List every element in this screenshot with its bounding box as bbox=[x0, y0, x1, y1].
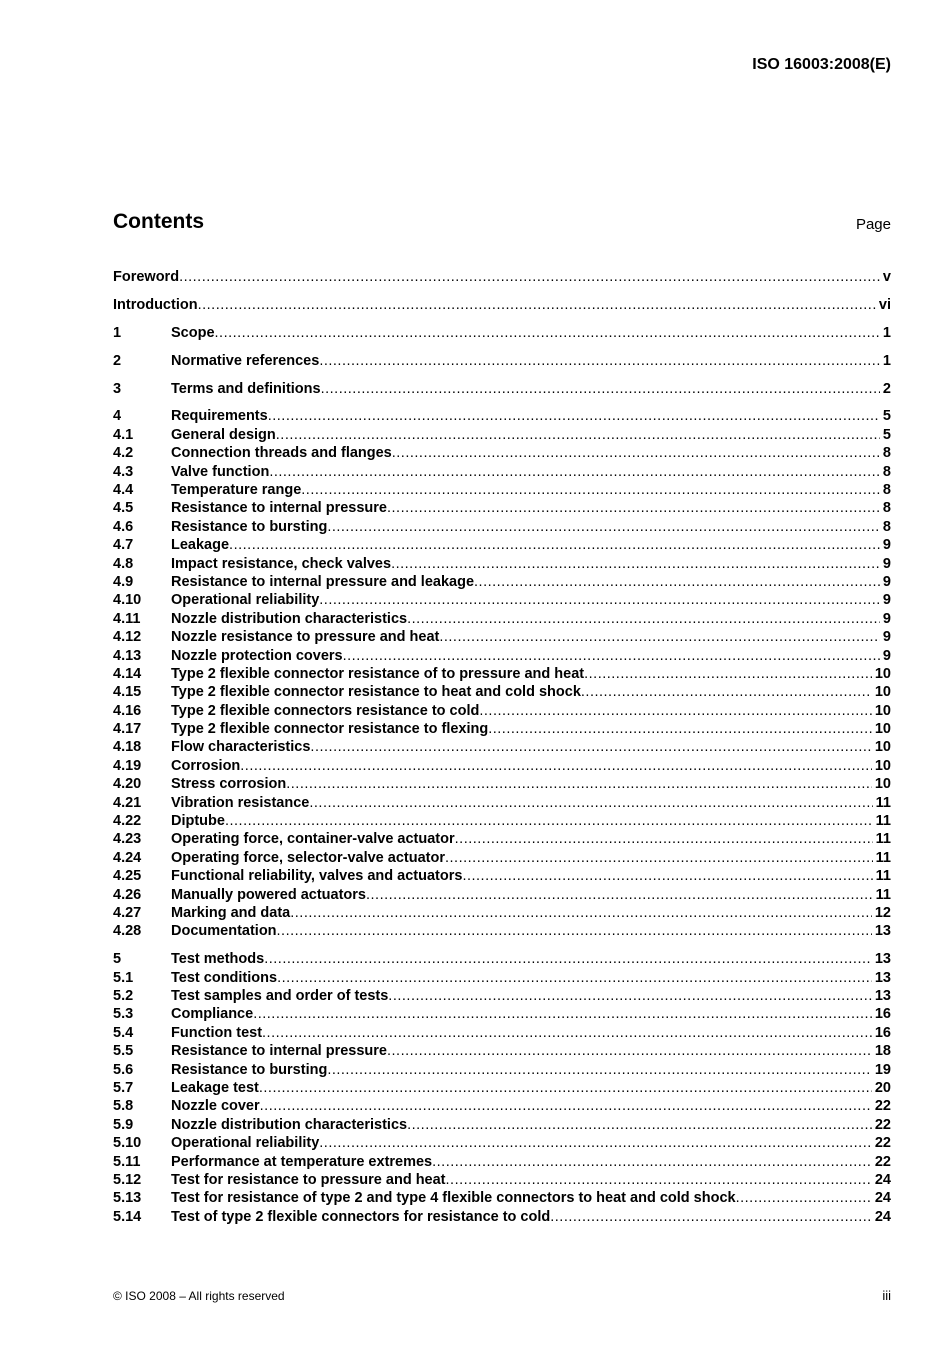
toc-dot-leader bbox=[327, 518, 880, 536]
toc-dot-leader bbox=[432, 1153, 872, 1171]
toc-dot-leader bbox=[268, 407, 880, 425]
toc-entry-title: Resistance to bursting bbox=[171, 518, 328, 535]
toc-dot-leader bbox=[366, 886, 873, 904]
toc-entry-title: Functional reliability, valves and actuators bbox=[171, 868, 463, 885]
toc-entry-page: 22 bbox=[874, 1116, 891, 1133]
toc-entry-page: 9 bbox=[882, 555, 891, 572]
toc-dot-leader bbox=[488, 720, 872, 738]
toc-entry-title: Test for resistance to pressure and heat bbox=[171, 1171, 446, 1188]
toc-entry-number: 5.1 bbox=[113, 969, 134, 986]
toc-dot-leader bbox=[229, 536, 880, 554]
toc-entry-number: 5 bbox=[113, 951, 122, 968]
toc-entry[interactable] bbox=[113, 426, 891, 444]
toc-entry-number: 5.7 bbox=[113, 1080, 134, 1097]
toc-entry-title: Nozzle resistance to pressure and heat bbox=[171, 629, 440, 646]
toc-entry-title: Corrosion bbox=[171, 757, 241, 774]
toc-entry-title: Foreword bbox=[113, 269, 180, 285]
toc-entry-title: Test of type 2 flexible connectors for resistance to cold bbox=[171, 1208, 551, 1225]
toc-dot-leader bbox=[179, 268, 880, 286]
toc-entry-title: Operating force, selector-valve actuator bbox=[171, 849, 445, 866]
toc-entry[interactable] bbox=[113, 849, 891, 867]
toc-entry[interactable] bbox=[113, 591, 891, 609]
toc-dot-leader bbox=[264, 950, 872, 968]
toc-dot-leader bbox=[309, 794, 872, 812]
toc-dot-leader bbox=[445, 849, 873, 867]
toc-entry-title: Introduction bbox=[113, 296, 198, 313]
toc-entry[interactable] bbox=[113, 1116, 891, 1134]
toc-entry-page: vi bbox=[878, 296, 891, 313]
toc-dot-leader bbox=[392, 444, 880, 462]
toc-entry[interactable] bbox=[113, 380, 891, 398]
toc-entry[interactable] bbox=[113, 352, 891, 370]
toc-entry[interactable] bbox=[113, 987, 891, 1005]
toc-entry-page: 13 bbox=[874, 969, 891, 986]
toc-dot-leader bbox=[327, 1061, 872, 1079]
toc-entry-page: v bbox=[882, 269, 891, 285]
toc-dot-leader bbox=[321, 380, 880, 398]
toc-entry[interactable] bbox=[113, 738, 891, 756]
toc-dot-leader bbox=[259, 1079, 872, 1097]
toc-entry-number: 4.17 bbox=[113, 721, 142, 738]
toc-dot-leader bbox=[319, 1134, 872, 1152]
toc-entry-title: Scope bbox=[171, 324, 215, 341]
toc-entry-page: 8 bbox=[882, 482, 891, 499]
toc-entry-page: 2 bbox=[882, 380, 891, 397]
toc-dot-leader bbox=[387, 1042, 872, 1060]
toc-entry-number: 4.20 bbox=[113, 776, 142, 793]
toc-dot-leader bbox=[262, 1024, 872, 1042]
toc-entry-title: Normative references bbox=[171, 352, 320, 369]
toc-entry[interactable] bbox=[113, 1134, 891, 1152]
toc-entry-number: 4.25 bbox=[113, 868, 142, 885]
toc-entry-title: Documentation bbox=[171, 923, 277, 940]
toc-entry-number: 4.26 bbox=[113, 886, 142, 903]
toc-entry[interactable] bbox=[113, 812, 891, 830]
toc-entry[interactable] bbox=[113, 1189, 891, 1207]
toc-entry[interactable] bbox=[113, 518, 891, 536]
toc-dot-leader bbox=[286, 775, 872, 793]
toc-entry-page: 10 bbox=[874, 721, 891, 738]
toc-dot-leader bbox=[225, 812, 873, 830]
toc-entry[interactable] bbox=[113, 628, 891, 646]
toc-entry[interactable] bbox=[113, 1079, 891, 1097]
toc-entry-number: 5.4 bbox=[113, 1024, 134, 1041]
toc-entry-title: General design bbox=[171, 426, 276, 443]
toc-entry-number: 4.11 bbox=[113, 610, 141, 627]
toc-entry[interactable] bbox=[113, 1061, 891, 1079]
toc-entry-number: 4.6 bbox=[113, 518, 134, 535]
toc-entry-page: 24 bbox=[874, 1190, 891, 1207]
toc-entry[interactable] bbox=[113, 1042, 891, 1060]
toc-dot-leader bbox=[343, 647, 880, 665]
toc-dot-leader bbox=[439, 628, 880, 646]
toc-entry-title: Test conditions bbox=[171, 969, 278, 986]
toc-dot-leader bbox=[736, 1189, 872, 1207]
toc-entry[interactable] bbox=[113, 573, 891, 591]
toc-entry-title: Type 2 flexible connector resistance of to pressure and heat bbox=[171, 665, 585, 682]
toc-entry-page: 9 bbox=[882, 647, 891, 664]
toc-entry-page: 11 bbox=[875, 794, 891, 811]
toc-entry-page: 22 bbox=[874, 1098, 891, 1115]
toc-entry-page: 13 bbox=[874, 951, 891, 968]
toc-dot-leader bbox=[277, 969, 872, 987]
toc-entry-page: 11 bbox=[875, 813, 891, 830]
toc-entry-number: 2 bbox=[113, 352, 122, 369]
toc-entry[interactable] bbox=[113, 904, 891, 922]
toc-entry-page: 16 bbox=[874, 1024, 891, 1041]
page-column-label: Page bbox=[855, 216, 891, 233]
toc-dot-leader bbox=[407, 610, 880, 628]
toc-dot-leader bbox=[455, 830, 873, 848]
toc-entry-number: 4.27 bbox=[113, 905, 142, 921]
page-number: iii bbox=[882, 1288, 891, 1303]
toc-dot-leader bbox=[198, 296, 876, 314]
toc-entry-number: 4.15 bbox=[113, 684, 142, 701]
toc-entry-number: 4.13 bbox=[113, 647, 142, 664]
toc-entry-number: 4.18 bbox=[113, 739, 142, 756]
toc-entry-title: Nozzle distribution characteristics bbox=[171, 1116, 408, 1133]
toc-entry-title: Connection threads and flanges bbox=[171, 445, 392, 462]
toc-entry-number: 5.14 bbox=[113, 1208, 142, 1225]
toc-entry-page: 10 bbox=[874, 776, 891, 793]
toc-dot-leader bbox=[301, 481, 880, 499]
toc-entry-number: 4.19 bbox=[113, 757, 142, 774]
toc-entry-number: 5.12 bbox=[113, 1171, 142, 1188]
toc-entry[interactable] bbox=[113, 324, 891, 342]
toc-entry-page: 5 bbox=[882, 408, 891, 425]
toc-entry-page: 10 bbox=[874, 702, 891, 719]
toc-entry-number: 4.1 bbox=[113, 426, 134, 443]
toc-dot-leader bbox=[260, 1097, 872, 1115]
toc-dot-leader bbox=[550, 1208, 872, 1226]
toc-entry-page: 10 bbox=[874, 665, 891, 682]
toc-entry[interactable] bbox=[113, 481, 891, 499]
toc-entry-number: 4.5 bbox=[113, 500, 134, 517]
toc-entry-title: Function test bbox=[171, 1024, 263, 1041]
toc-entry-title: Test samples and order of tests bbox=[171, 988, 389, 1005]
toc-entry-title: Operational reliability bbox=[171, 1135, 320, 1152]
toc-entry[interactable] bbox=[113, 950, 891, 968]
toc-entry-number: 1 bbox=[113, 324, 122, 341]
toc-entry-page: 9 bbox=[882, 610, 891, 627]
toc-entry-title: Test for resistance of type 2 and type 4 flexible connectors to heat and cold shock bbox=[171, 1190, 736, 1207]
toc-entry-number: 4.9 bbox=[113, 573, 134, 590]
toc-entry[interactable] bbox=[113, 775, 891, 793]
toc-entry[interactable] bbox=[113, 830, 891, 848]
copyright-notice: © ISO 2008 – All rights reserved bbox=[113, 1289, 285, 1303]
toc-entry-title: Manually powered actuators bbox=[171, 886, 366, 903]
toc-entry-number: 4.22 bbox=[113, 813, 142, 830]
toc-entry-title: Nozzle distribution characteristics bbox=[171, 610, 408, 627]
toc-dot-leader bbox=[462, 867, 872, 885]
toc-entry-page: 11 bbox=[875, 831, 891, 848]
toc-entry-page: 10 bbox=[874, 684, 891, 701]
toc-entry[interactable] bbox=[113, 536, 891, 554]
document-id: ISO 16003:2008(E) bbox=[752, 56, 891, 73]
toc-dot-leader bbox=[387, 499, 880, 517]
toc-entry-title: Nozzle protection covers bbox=[171, 647, 343, 664]
toc-dot-leader bbox=[474, 573, 880, 591]
toc-entry-page: 1 bbox=[882, 324, 891, 341]
toc-entry-page: 16 bbox=[874, 1006, 891, 1023]
toc-entry-number: 4.4 bbox=[113, 482, 134, 499]
toc-dot-leader bbox=[446, 1171, 872, 1189]
toc-entry[interactable] bbox=[113, 922, 891, 940]
toc-entry-page: 5 bbox=[882, 426, 891, 443]
toc-entry-page: 8 bbox=[882, 445, 891, 462]
toc-entry-page: 10 bbox=[874, 739, 891, 756]
toc-entry[interactable] bbox=[113, 610, 891, 628]
toc-entry-page: 9 bbox=[882, 573, 891, 590]
toc-dot-leader bbox=[276, 426, 880, 444]
toc-dot-leader bbox=[584, 665, 872, 683]
toc-entry-title: Valve function bbox=[171, 463, 270, 480]
toc-entry-page: 13 bbox=[874, 923, 891, 940]
toc-dot-leader bbox=[253, 1005, 872, 1023]
toc-entry-page: 8 bbox=[882, 518, 891, 535]
toc-entry-title: Stress corrosion bbox=[171, 776, 287, 793]
toc-entry-page: 24 bbox=[874, 1208, 891, 1225]
toc-entry-title: Resistance to internal pressure bbox=[171, 500, 387, 517]
toc-entry[interactable] bbox=[113, 665, 891, 683]
toc-entry-number: 4.14 bbox=[113, 665, 142, 682]
toc-entry-title: Temperature range bbox=[171, 482, 302, 499]
toc-entry-number: 4.8 bbox=[113, 555, 134, 572]
toc-entry-number: 5.5 bbox=[113, 1043, 134, 1060]
toc-entry[interactable] bbox=[113, 268, 891, 286]
toc-entry-page: 12 bbox=[874, 905, 891, 921]
toc-dot-leader bbox=[269, 463, 880, 481]
toc-entry-number: 4.24 bbox=[113, 849, 142, 866]
toc-entry-number: 4.10 bbox=[113, 592, 142, 609]
toc-dot-leader bbox=[391, 555, 880, 573]
toc-entry[interactable] bbox=[113, 1171, 891, 1189]
toc-entry-title: Resistance to bursting bbox=[171, 1061, 328, 1078]
toc-dot-leader bbox=[240, 757, 872, 775]
toc-entry[interactable] bbox=[113, 757, 891, 775]
toc-entry-page: 10 bbox=[874, 757, 891, 774]
toc-dot-leader bbox=[319, 352, 880, 370]
toc-entry-page: 9 bbox=[882, 629, 891, 646]
toc-entry-number: 4.2 bbox=[113, 445, 134, 462]
toc-entry-title: Marking and data bbox=[171, 905, 291, 921]
toc-entry-title: Vibration resistance bbox=[171, 794, 310, 811]
toc-entry[interactable] bbox=[113, 1097, 891, 1115]
toc-entry-number: 4.23 bbox=[113, 831, 142, 848]
toc-dot-leader bbox=[319, 591, 880, 609]
toc-entry-number: 5.8 bbox=[113, 1098, 134, 1115]
toc-entry-number: 5.3 bbox=[113, 1006, 134, 1023]
toc-entry-number: 5.9 bbox=[113, 1116, 134, 1133]
toc-entry-page: 19 bbox=[874, 1061, 891, 1078]
table-of-contents bbox=[113, 268, 891, 1226]
toc-entry-number: 3 bbox=[113, 380, 122, 397]
contents-heading: Contents bbox=[113, 210, 204, 233]
toc-entry-title: Resistance to internal pressure bbox=[171, 1043, 387, 1060]
toc-entry-page: 9 bbox=[882, 537, 891, 554]
toc-dot-leader bbox=[215, 324, 880, 342]
toc-entry-title: Impact resistance, check valves bbox=[171, 555, 392, 572]
toc-dot-leader bbox=[310, 738, 871, 756]
toc-entry[interactable] bbox=[113, 407, 891, 425]
toc-entry[interactable] bbox=[113, 794, 891, 812]
toc-entry-number: 5.10 bbox=[113, 1135, 142, 1152]
toc-dot-leader bbox=[290, 904, 872, 922]
toc-entry-title: Performance at temperature extremes bbox=[171, 1153, 433, 1170]
toc-entry[interactable] bbox=[113, 499, 891, 517]
toc-entry-title: Compliance bbox=[171, 1006, 254, 1023]
toc-entry-number: 5.11 bbox=[113, 1153, 141, 1170]
toc-entry-page: 22 bbox=[874, 1135, 891, 1152]
toc-entry-number: 4.28 bbox=[113, 923, 142, 940]
toc-entry-title: Flow characteristics bbox=[171, 739, 311, 756]
toc-entry-number: 4 bbox=[113, 408, 122, 425]
toc-entry-title: Terms and definitions bbox=[171, 380, 321, 397]
toc-entry[interactable] bbox=[113, 463, 891, 481]
toc-entry-title: Resistance to internal pressure and leakage bbox=[171, 573, 475, 590]
toc-entry[interactable] bbox=[113, 1024, 891, 1042]
toc-entry[interactable] bbox=[113, 296, 891, 314]
toc-entry[interactable] bbox=[113, 969, 891, 987]
toc-entry-title: Leakage bbox=[171, 537, 230, 554]
toc-entry-page: 11 bbox=[875, 868, 891, 885]
toc-dot-leader bbox=[277, 922, 872, 940]
toc-entry-number: 5.6 bbox=[113, 1061, 134, 1078]
toc-entry-title: Type 2 flexible connectors resistance to cold bbox=[171, 702, 480, 719]
toc-dot-leader bbox=[407, 1116, 872, 1134]
toc-dot-leader bbox=[581, 683, 872, 701]
toc-entry[interactable] bbox=[113, 683, 891, 701]
toc-entry-page: 13 bbox=[874, 988, 891, 1005]
toc-entry-number: 4.12 bbox=[113, 629, 142, 646]
toc-entry-number: 4.16 bbox=[113, 702, 142, 719]
toc-entry[interactable] bbox=[113, 1153, 891, 1171]
toc-entry[interactable] bbox=[113, 886, 891, 904]
toc-entry-page: 22 bbox=[874, 1153, 891, 1170]
toc-entry-number: 4.3 bbox=[113, 463, 134, 480]
toc-entry-title: Type 2 flexible connector resistance to flexing bbox=[171, 721, 489, 738]
toc-entry-title: Test methods bbox=[171, 951, 265, 968]
toc-entry-title: Operational reliability bbox=[171, 592, 320, 609]
toc-entry-page: 8 bbox=[882, 500, 891, 517]
toc-entry-number: 5.2 bbox=[113, 988, 134, 1005]
toc-entry-title: Diptube bbox=[171, 813, 225, 830]
toc-entry[interactable] bbox=[113, 867, 891, 885]
toc-entry-page: 8 bbox=[882, 463, 891, 480]
toc-dot-leader bbox=[479, 702, 872, 720]
toc-entry-title: Operating force, container-valve actuator bbox=[171, 831, 455, 848]
toc-entry-number: 5.13 bbox=[113, 1190, 142, 1207]
toc-entry[interactable] bbox=[113, 720, 891, 738]
toc-entry-page: 11 bbox=[875, 886, 891, 903]
toc-entry[interactable] bbox=[113, 444, 891, 462]
toc-entry-page: 24 bbox=[874, 1171, 891, 1188]
toc-entry-number: 4.7 bbox=[113, 537, 134, 554]
toc-entry-page: 20 bbox=[874, 1080, 891, 1097]
toc-entry-page: 9 bbox=[882, 592, 891, 609]
toc-entry[interactable] bbox=[113, 702, 891, 720]
toc-entry-title: Type 2 flexible connector resistance to heat and cold shock bbox=[171, 684, 581, 701]
toc-entry-title: Nozzle cover bbox=[171, 1098, 260, 1115]
toc-entry[interactable] bbox=[113, 647, 891, 665]
toc-entry[interactable] bbox=[113, 1208, 891, 1226]
toc-entry-title: Requirements bbox=[171, 408, 268, 425]
toc-entry[interactable] bbox=[113, 555, 891, 573]
toc-entry-title: Leakage test bbox=[171, 1080, 259, 1097]
toc-entry[interactable] bbox=[113, 1005, 891, 1023]
toc-entry-page: 11 bbox=[875, 849, 891, 866]
toc-entry-page: 1 bbox=[882, 352, 891, 369]
toc-entry-page: 18 bbox=[874, 1043, 891, 1060]
toc-dot-leader bbox=[388, 987, 872, 1005]
toc-entry-number: 4.21 bbox=[113, 794, 142, 811]
